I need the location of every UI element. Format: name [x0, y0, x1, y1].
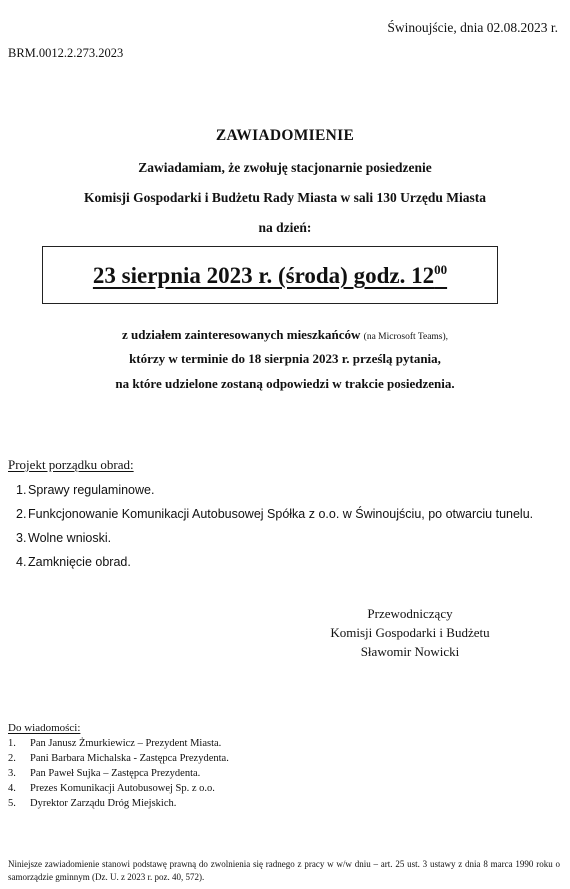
agenda-list — [10, 481, 533, 577]
agenda-item-number: 2. — [16, 507, 27, 521]
distribution-item-number: 5. — [8, 798, 16, 809]
reference-number: BRM.0012.2.273.2023 — [8, 46, 124, 60]
distribution-item-text: Dyrektor Zarządu Dróg Miejskich. — [30, 798, 177, 809]
distribution-item — [8, 767, 229, 782]
agenda-item-text: Wolne wnioski. — [28, 531, 112, 545]
distribution-item-number: 1. — [8, 738, 16, 749]
agenda-item-text: Zamknięcie obrad. — [28, 555, 131, 569]
distribution-item-text: Prezes Komunikacji Autobusowej Sp. z o.o. — [30, 783, 215, 794]
meeting-date — [93, 263, 447, 288]
agenda-item-number: 3. — [16, 531, 27, 545]
participation-line-1 — [0, 327, 570, 343]
agenda-item — [10, 505, 533, 529]
agenda-item-text: Sprawy regulaminowe. — [28, 483, 155, 497]
agenda-item-number: 1. — [16, 483, 27, 497]
agenda-item-text: Funkcjonowanie Komunikacji Autobusowej Spółka z o.o. w Świnoujściu, po otwarciu tunelu. — [28, 507, 534, 521]
distribution-item-text: Pan Paweł Sujka – Zastępca Prezydenta. — [30, 768, 201, 779]
agenda-item — [10, 529, 533, 553]
distribution-item-number: 3. — [8, 768, 16, 779]
agenda-heading: Projekt porządku obrad: — [8, 457, 134, 472]
meeting-date-box — [42, 246, 498, 304]
intro-line-3: na dzień: — [258, 220, 312, 235]
distribution-item-number: 2. — [8, 753, 16, 764]
intro-line-1: Zawiadamiam, że zwołuję stacjonarnie posiedzenie — [138, 160, 432, 175]
participation-line-2: którzy w terminie do 18 sierpnia 2023 r. prześlą pytania, — [129, 351, 441, 366]
distribution-item — [8, 737, 229, 752]
document-title: ZAWIADOMIENIE — [215, 127, 355, 144]
distribution-heading: Do wiadomości: — [8, 722, 81, 734]
signature-role: Przewodniczący — [367, 606, 453, 621]
place-and-date: Świnoujście, dnia 02.08.2023 r. — [387, 20, 558, 35]
signature-body: Komisji Gospodarki i Budżetu — [330, 625, 490, 640]
distribution-item — [8, 797, 229, 812]
distribution-list — [8, 737, 229, 812]
meeting-time-minutes: 00 — [434, 262, 448, 277]
distribution-item-text: Pan Janusz Żmurkiewicz – Prezydent Miasta. — [30, 738, 222, 749]
agenda-item — [10, 553, 533, 577]
meeting-date-text: 23 sierpnia 2023 r. (środa) godz. 12 — [92, 263, 435, 288]
agenda-item-number: 4. — [16, 555, 27, 569]
distribution-item-number: 4. — [8, 783, 16, 794]
distribution-item — [8, 782, 229, 797]
signature-block — [300, 604, 520, 661]
signature-name: Sławomir Nowicki — [360, 644, 460, 659]
participation-note: (na Microsoft Teams), — [363, 332, 449, 342]
distribution-item — [8, 752, 229, 767]
distribution-item-text: Pani Barbara Michalska - Zastępca Prezydenta. — [30, 753, 229, 764]
intro-line-2: Komisji Gospodarki i Budżetu Rady Miasta w sali 130 Urzędu Miasta — [83, 190, 486, 205]
participation-text: z udziałem zainteresowanych mieszkańców — [121, 327, 361, 342]
agenda-item — [10, 481, 533, 505]
legal-footnote: Niniejsze zawiadomienie stanowi podstawę prawną do zwolnienia się radnego z pracy w w/w dniu – art. 25 ust. 3 ustawy z dnia 8 marca 1990 roku o samorządzie gminnym (Dz. U. z 2023 r. poz. 40, 572). — [8, 859, 560, 882]
participation-line-3: na które udzielone zostaną odpowiedzi w trakcie posiedzenia. — [115, 376, 455, 391]
